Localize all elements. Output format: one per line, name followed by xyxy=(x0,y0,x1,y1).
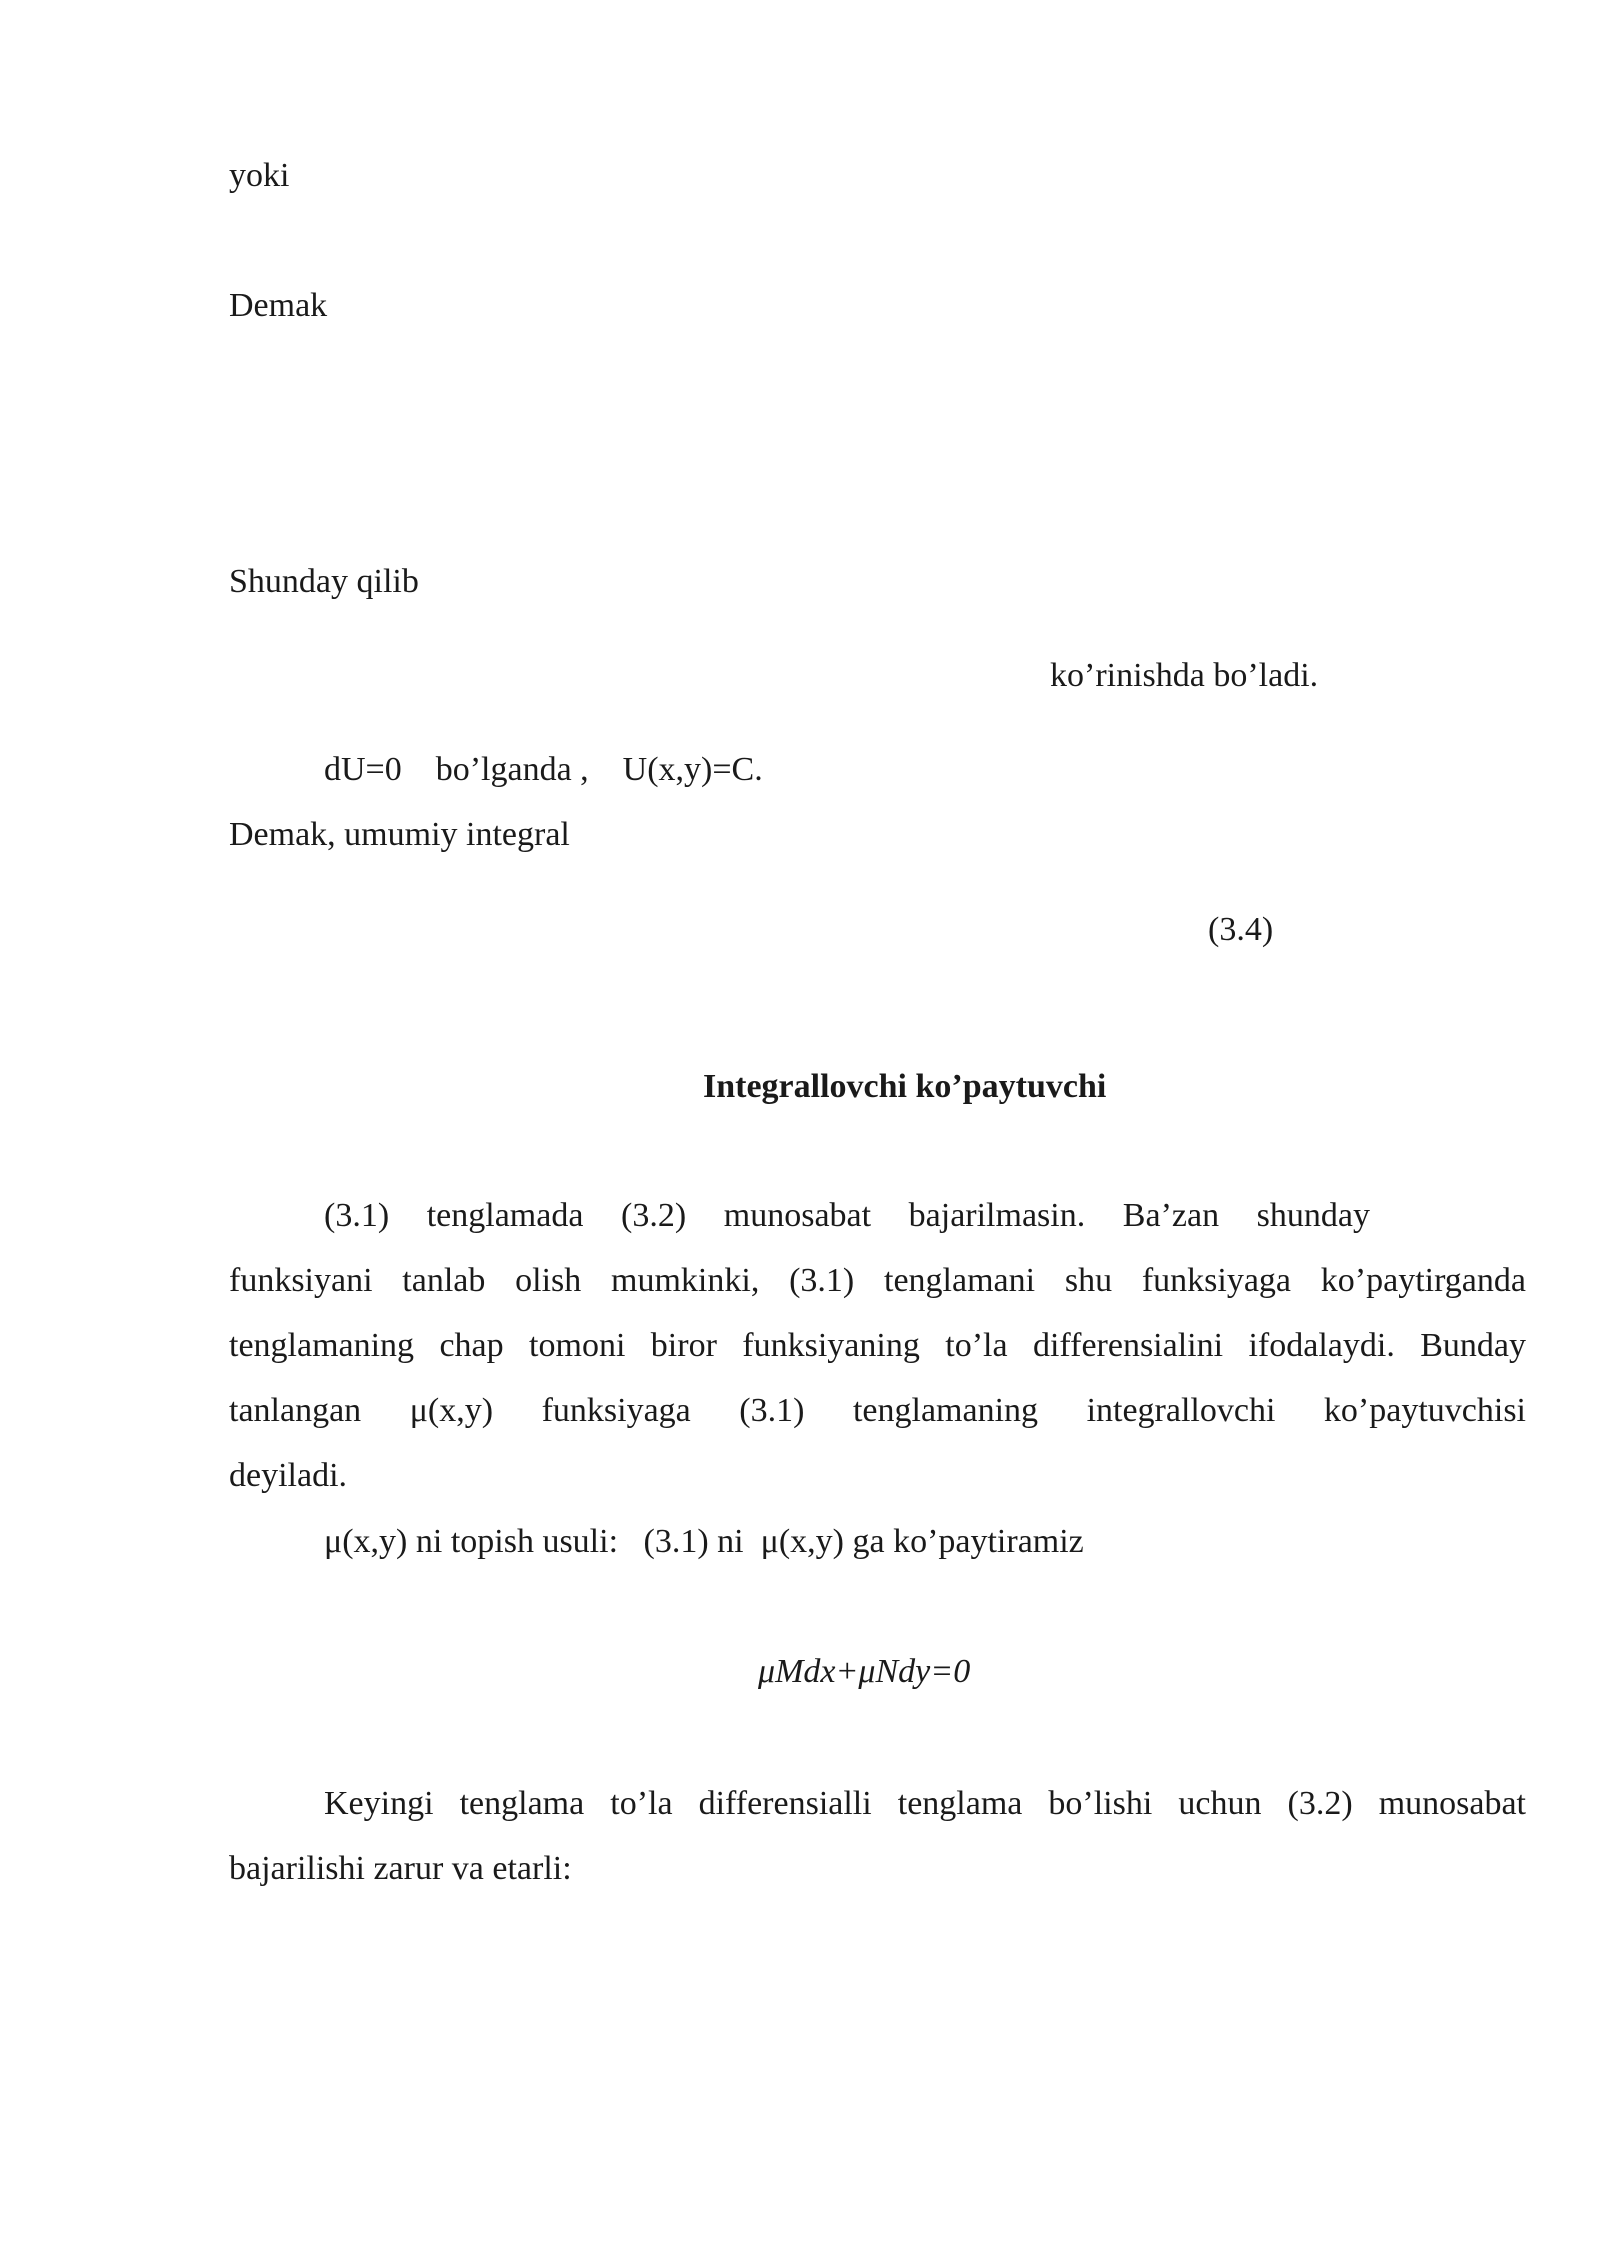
text-demak: Demak xyxy=(229,287,328,324)
text-method: μ(x,y) ni topish usuli: (3.1) ni μ(x,y) ga ko’paytiramiz xyxy=(324,1523,1084,1560)
paragraph-condition xyxy=(229,1771,1526,1901)
paragraph-line-3: tenglamaning chap tomoni biror funksiyaning to’la differensialini ifodalaydi. Bunday xyxy=(229,1327,1526,1364)
text-du-condition: dU=0 bo’lganda , U(x,y)=C. xyxy=(324,751,763,788)
text-korinishda: ko’rinishda bo’ladi. xyxy=(1050,657,1319,694)
paragraph2-line-2: bajarilishi zarur va etarli: xyxy=(229,1850,572,1887)
section-heading: Integrallovchi ko’paytuvchi xyxy=(703,1068,1107,1105)
paragraph2-line-1: Keyingi tenglama to’la differensialli tenglama bo’lishi uchun (3.2) munosabat xyxy=(324,1785,1526,1822)
paragraph-line-5: deyiladi. xyxy=(229,1457,348,1494)
equation-mu: μMdx+μNdy=0 xyxy=(758,1653,971,1690)
equation-number: (3.4) xyxy=(1208,911,1274,948)
text-yoki: yoki xyxy=(229,157,290,194)
paragraph-line-4: tanlangan μ(x,y) funksiyaga (3.1) tenglamaning integrallovchi ko’paytuvchisi xyxy=(229,1392,1526,1429)
paragraph-line-2: funksiyani tanlab olish mumkinki, (3.1) tenglamani shu funksiyaga ko’paytirganda xyxy=(229,1262,1526,1299)
text-shunday-qilib: Shunday qilib xyxy=(229,563,419,600)
text-demak-umumiy-integral: Demak, umumiy integral xyxy=(229,816,570,853)
paragraph-line-1: (3.1) tenglamada (3.2) munosabat bajarilmasin. Ba’zan shunday xyxy=(324,1197,1370,1234)
paragraph-integrating-factor xyxy=(229,1183,1526,1508)
